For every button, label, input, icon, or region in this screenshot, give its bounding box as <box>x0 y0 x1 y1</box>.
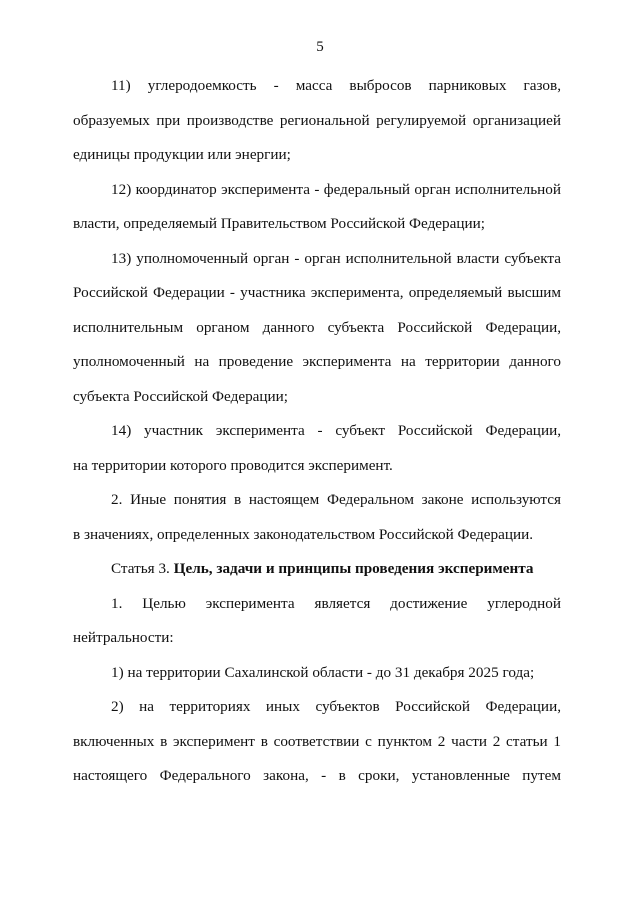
text-line: Российской Федерации - участника эксперимента, определяемый высшим <box>73 284 561 301</box>
text-line: настоящего Федерального закона, - в сроки, установленные путем <box>73 767 561 784</box>
text-line: в значениях, определенных законодательством Российской Федерации. <box>73 526 534 543</box>
text-line: на территории которого проводится эксперимент. <box>73 457 393 474</box>
article-label: Статья 3. <box>111 560 170 577</box>
text-line: исполнительным органом данного субъекта Российской Федерации, <box>73 319 561 336</box>
text-line: 13) уполномоченный орган - орган исполнительной власти субъекта <box>111 250 561 267</box>
text-line: включенных в эксперимент в соответствии с пунктом 2 части 2 статьи 1 <box>73 733 561 750</box>
text-line: 14) участник эксперимента - субъект Российской Федерации, <box>111 422 561 439</box>
text-line: образуемых при производстве региональной регулируемой организацией <box>73 112 561 129</box>
text-line: уполномоченный на проведение эксперимента на территории данного <box>73 353 561 370</box>
page-number: 5 <box>316 39 324 55</box>
article-heading-line <box>111 559 561 579</box>
text-line: 11) углеродоемкость - масса выбросов парниковых газов, <box>111 77 561 94</box>
text-line: 12) координатор эксперимента - федеральный орган исполнительной <box>111 181 561 198</box>
text-line: 2. Иные понятия в настоящем Федеральном законе используются <box>111 491 561 508</box>
text-line: 1) на территории Сахалинской области - до 31 декабря 2025 года; <box>111 664 535 681</box>
text-line: 1. Целью эксперимента является достижение углеродной <box>111 595 561 612</box>
text-line: 2) на территориях иных субъектов Российской Федерации, <box>111 698 561 715</box>
text-line: власти, определяемый Правительством Российской Федерации; <box>73 215 485 232</box>
text-line: субъекта Российской Федерации; <box>73 388 289 405</box>
text-line: единицы продукции или энергии; <box>73 146 291 163</box>
article-title: Цель, задачи и принципы проведения эксперимента <box>173 560 534 577</box>
text-line: нейтральности: <box>73 629 174 646</box>
